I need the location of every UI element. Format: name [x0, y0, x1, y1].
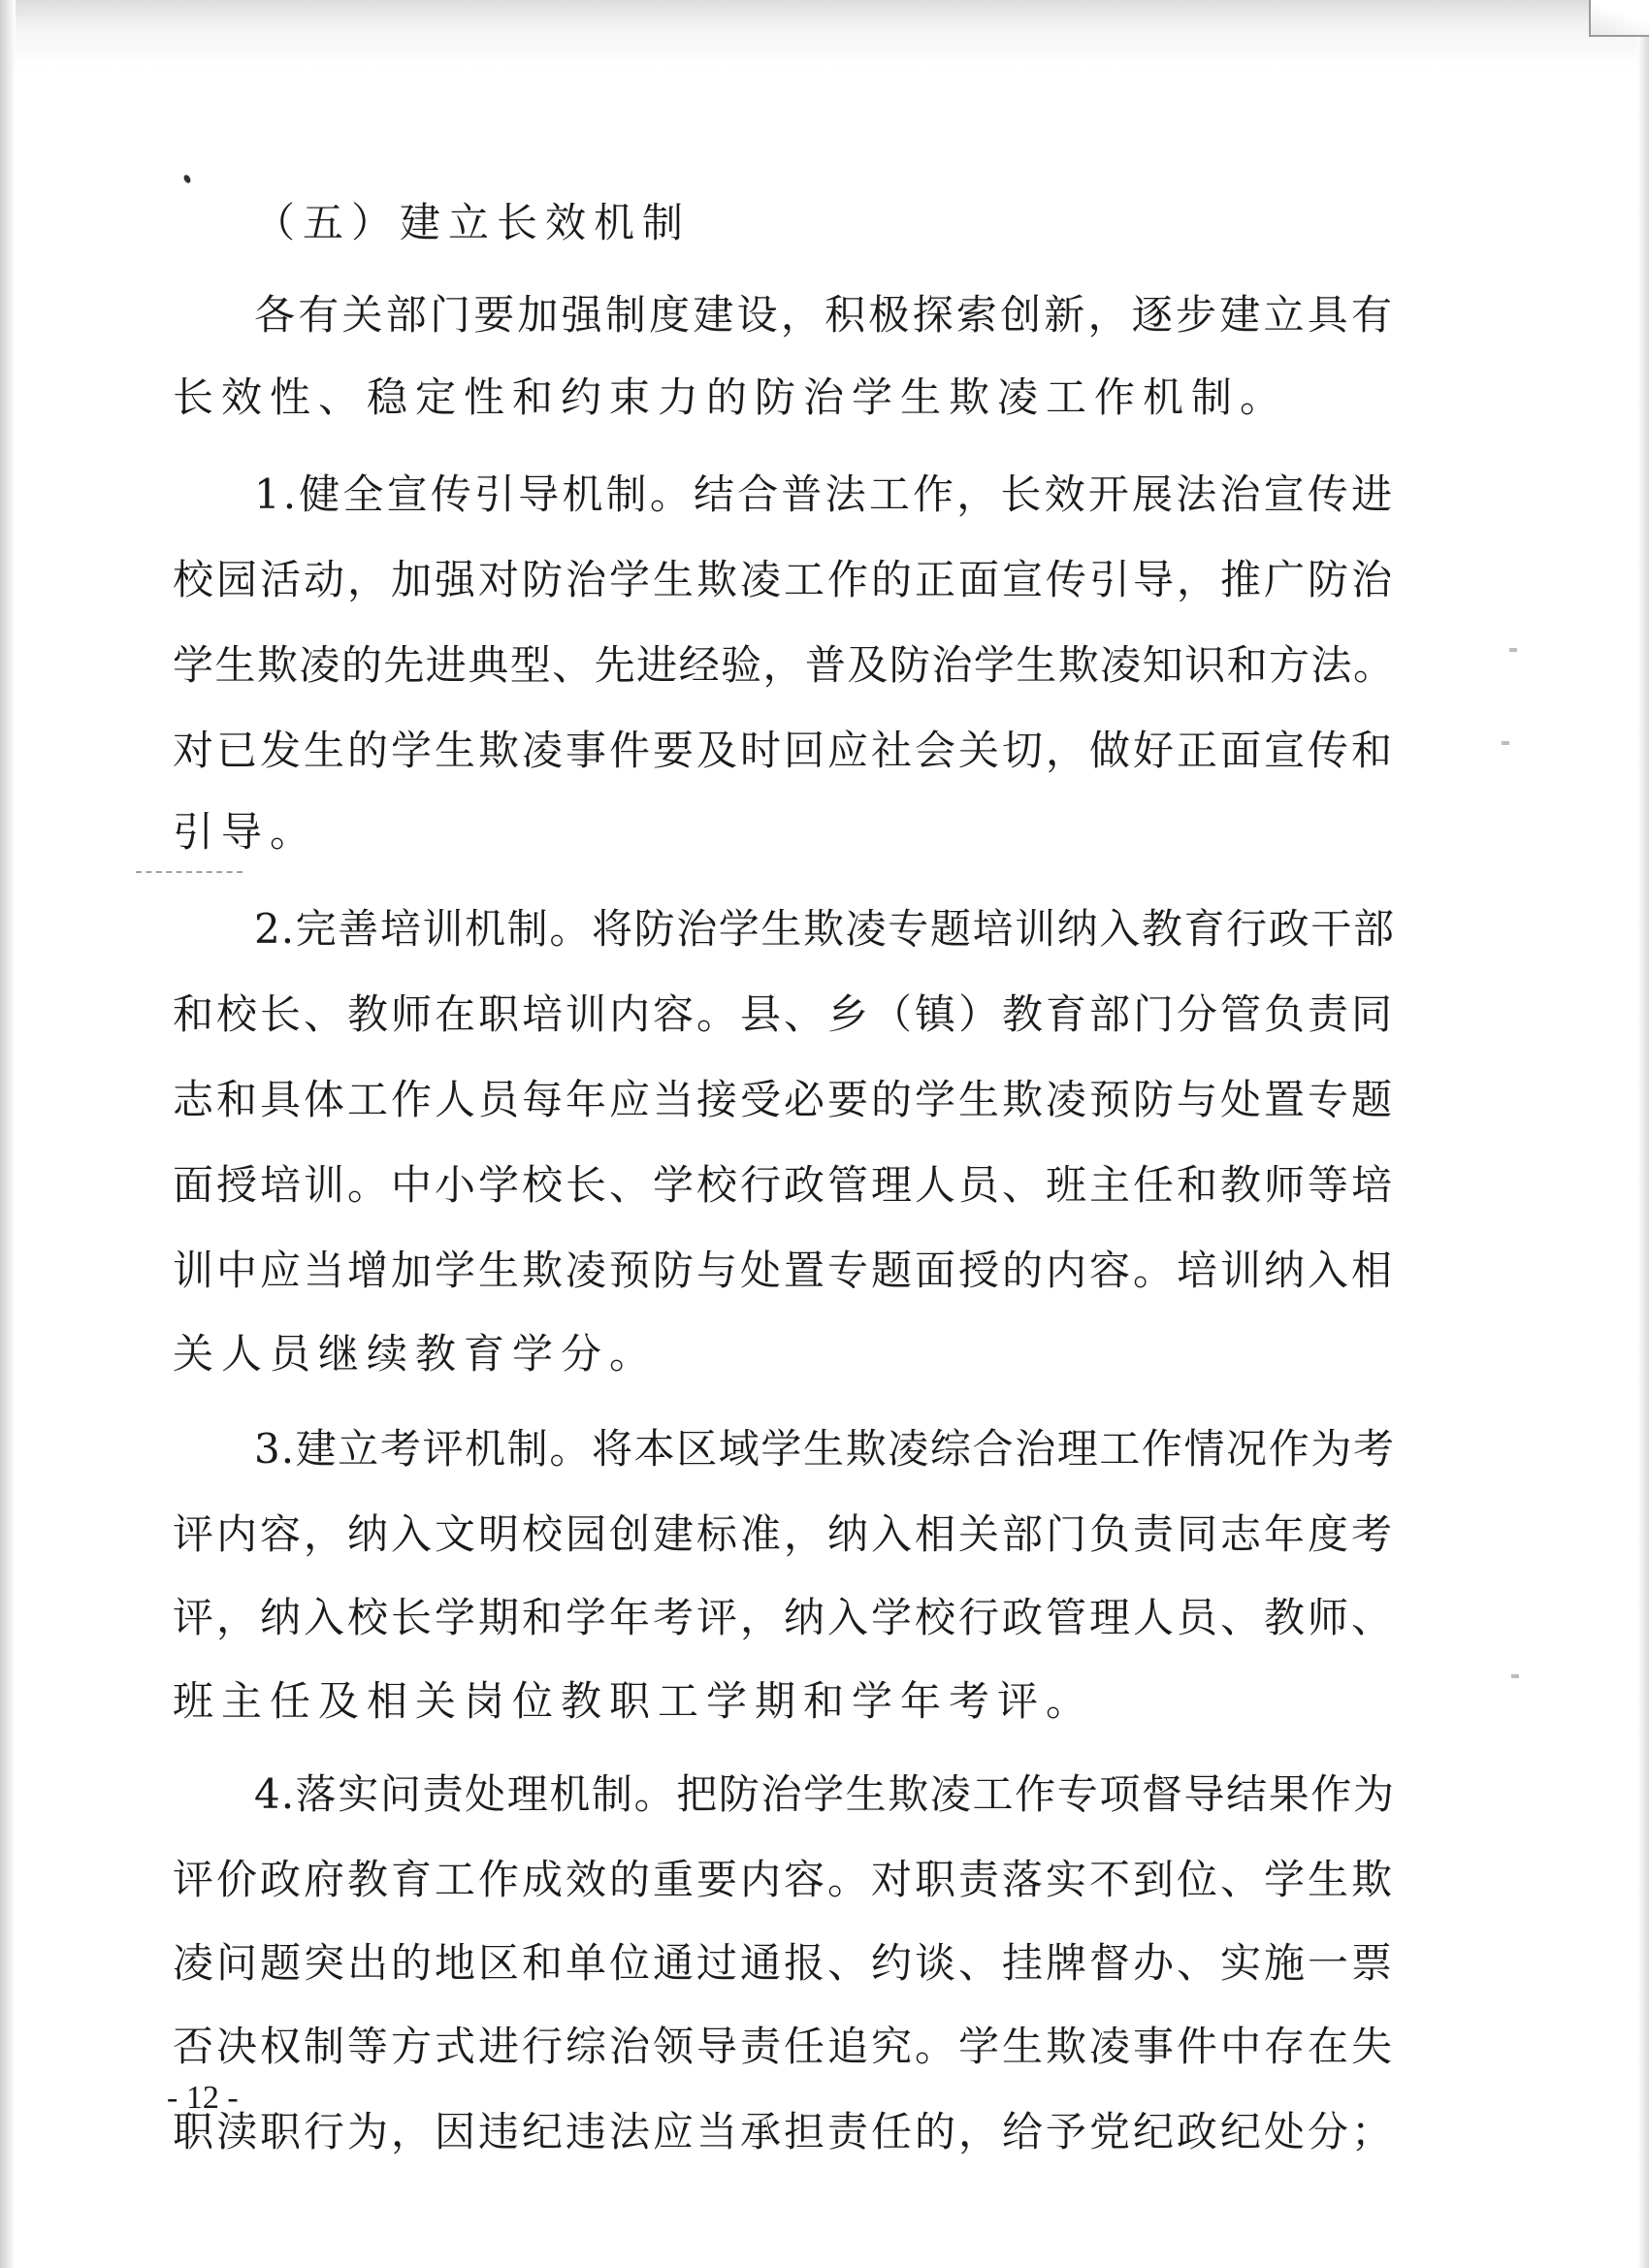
scan-left-edge: [0, 0, 16, 2268]
scan-mark: [1509, 648, 1517, 652]
paragraph-line: 面授培训。中小学校长、学校行政管理人员、班主任和教师等培: [173, 1161, 1396, 1209]
paragraph-line: 评内容，纳入文明校园创建标准，纳入相关部门负责同志年度考: [173, 1510, 1396, 1558]
paragraph-line: 2.完善培训机制。将防治学生欺凌专题培训纳入教育行政干部: [254, 905, 1395, 953]
paragraph-line: 凌问题突出的地区和单位通过通报、约谈、挂牌督办、实施一票: [173, 1939, 1396, 1987]
scan-dash-mark: [136, 871, 242, 873]
folded-corner: [1589, 0, 1649, 37]
paragraph-line: 评价政府教育工作成效的重要内容。对职责落实不到位、学生欺: [173, 1856, 1396, 1903]
paragraph-line: 志和具体工作人员每年应当接受必要的学生欺凌预防与处置专题: [173, 1076, 1396, 1123]
paragraph-line: 4.落实问责处理机制。把防治学生欺凌工作专项督导结果作为: [254, 1770, 1395, 1818]
paragraph-line: 学生欺凌的先进典型、先进经验，普及防治学生欺凌知识和方法。: [173, 641, 1395, 689]
paragraph-line: 班主任及相关岗位教职工学期和学年考评。: [173, 1677, 1095, 1725]
section-heading: （五）建立长效机制: [254, 199, 692, 246]
scan-mark: [1511, 1674, 1519, 1678]
paragraph-line: 和校长、教师在职培训内容。县、乡（镇）教育部门分管负责同: [173, 990, 1396, 1038]
paragraph-line: 校园活动，加强对防治学生欺凌工作的正面宣传引导，推广防治: [173, 556, 1396, 603]
scan-speck: [182, 174, 192, 184]
paragraph-line: 对已发生的学生欺凌事件要及时回应社会关切，做好正面宣传和: [173, 727, 1396, 774]
paragraph-line: 各有关部门要加强制度建设，积极探索创新，逐步建立具有: [254, 291, 1395, 339]
paragraph-line: 职渎职行为，因违纪违法应当承担责任的，给予党纪政纪处分；: [173, 2108, 1396, 2155]
paragraph-line: 长效性、稳定性和约束力的防治学生欺凌工作机制。: [173, 373, 1289, 421]
page-number: - 12 -: [167, 2080, 239, 2116]
paragraph-line: 训中应当增加学生欺凌预防与处置专题面授的内容。培训纳入相: [173, 1247, 1396, 1294]
paragraph-line: 评，纳入校长学期和学年考评，纳入学校行政管理人员、教师、: [173, 1594, 1396, 1641]
paragraph-line: 3.建立考评机制。将本区域学生欺凌综合治理工作情况作为考: [254, 1425, 1395, 1473]
paragraph-line: 1.健全宣传引导机制。结合普法工作，长效开展法治宣传进: [254, 470, 1395, 518]
scan-right-edge: [1637, 0, 1649, 2268]
scan-mark: [1502, 741, 1509, 745]
paragraph-line: 关人员继续教育学分。: [173, 1330, 659, 1377]
paragraph-line: 否决权制等方式进行综治领导责任追究。学生欺凌事件中存在失: [173, 2023, 1396, 2070]
paragraph-line: 引导。: [173, 808, 319, 856]
